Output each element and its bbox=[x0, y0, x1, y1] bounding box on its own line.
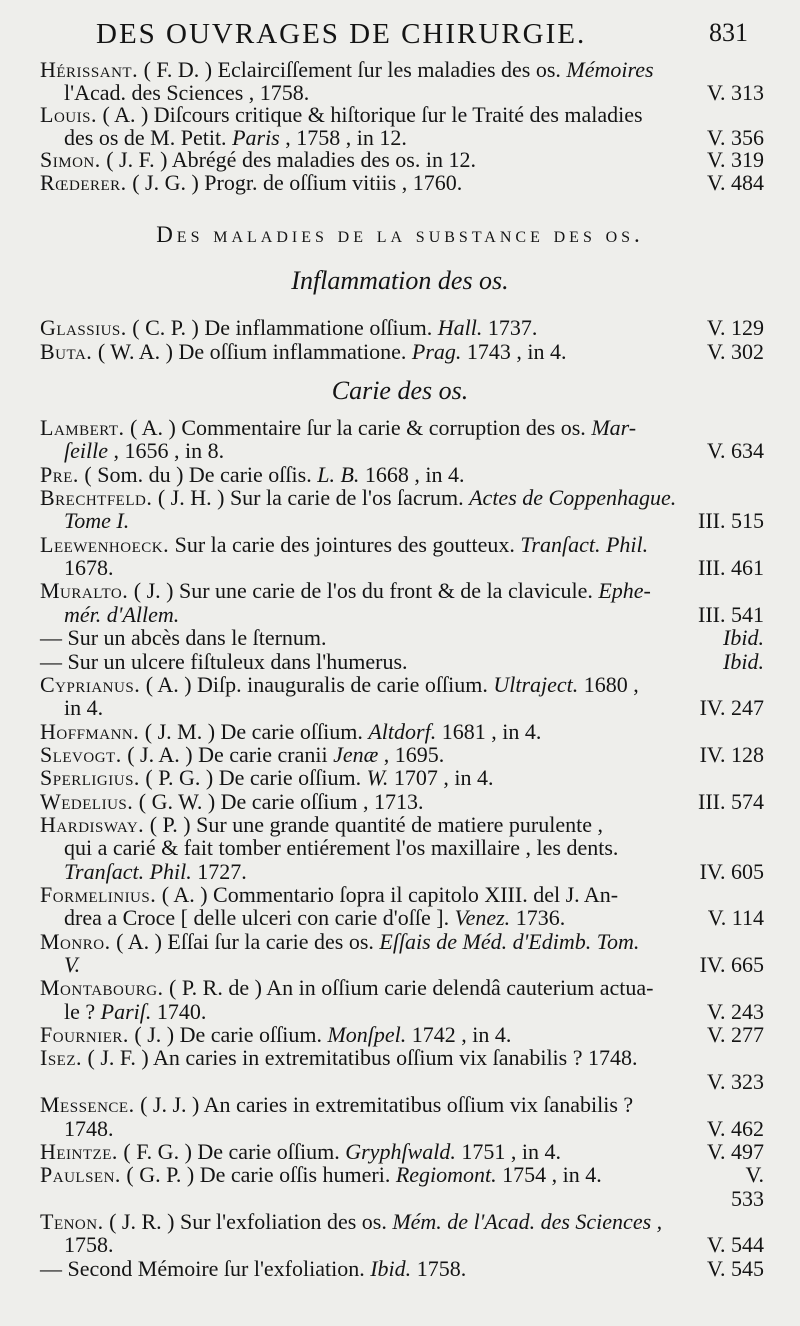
entry-line bbox=[40, 1257, 764, 1281]
author-name: Formelinius. bbox=[40, 882, 157, 907]
italic-title: L. B. bbox=[317, 461, 360, 487]
entry-line bbox=[40, 976, 764, 1000]
running-title: DES OUVRAGES DE CHIRURGIE. bbox=[96, 18, 587, 50]
entry-text: le ? bbox=[64, 998, 101, 1024]
entry-text: ( J. H. ) Sur la carie de l'os ſacrum. bbox=[152, 485, 470, 511]
italic-title: Venez. bbox=[454, 905, 511, 931]
entry-line bbox=[40, 579, 764, 603]
italic-title: mér. d'Allem. bbox=[64, 601, 180, 627]
entry-line bbox=[40, 1023, 764, 1047]
italic-title: Prag. bbox=[411, 339, 462, 364]
italic-title: ſeille bbox=[64, 438, 108, 464]
italic-title: Actes de Coppenhague. bbox=[469, 485, 677, 511]
volume-reference: V. 319 bbox=[706, 147, 764, 173]
entry-text-rest: 1740. bbox=[151, 998, 207, 1024]
entry-line bbox=[64, 509, 764, 533]
entry-text: ( J. F. ) Abrégé des maladies des os. in 12. bbox=[100, 147, 476, 173]
entry-line bbox=[40, 813, 764, 837]
italic-title: Jenæ bbox=[333, 741, 379, 767]
entry-text: — Sur un abcès dans le ſternum. bbox=[40, 625, 327, 651]
entry-text: ( J. ) De carie oſſium. bbox=[128, 1022, 328, 1048]
entry-text: 1748. bbox=[64, 1115, 114, 1141]
entry-line bbox=[40, 58, 764, 82]
entry-line bbox=[40, 148, 764, 172]
author-name: Hérissant. bbox=[40, 57, 139, 82]
entry-text: l'Acad. des Sciences bbox=[64, 79, 244, 105]
entry-line bbox=[64, 1117, 764, 1141]
entry-text: ( A. ) Commentario ſopra il capitolo XIII. del J. An- bbox=[156, 882, 619, 907]
entry-line bbox=[40, 1093, 764, 1117]
entry-line bbox=[40, 463, 764, 487]
author-name: Simon. bbox=[40, 147, 101, 173]
italic-title: Ephe- bbox=[598, 578, 651, 604]
volume-reference: III. 515 bbox=[698, 508, 764, 534]
entry-line bbox=[64, 1233, 764, 1257]
entry-line bbox=[40, 486, 764, 510]
entry-line bbox=[64, 696, 764, 720]
entry-text-rest: 1737. bbox=[482, 315, 538, 340]
entry-text-rest: , 1656 , in 8. bbox=[107, 438, 225, 464]
entry-line bbox=[64, 906, 764, 930]
volume-reference: V. 114 bbox=[707, 905, 764, 931]
italic-title: Hall. bbox=[437, 315, 483, 340]
entry-text-rest: 1681 , in 4. bbox=[436, 718, 542, 744]
entry-text: ( J. A. ) De carie cranii bbox=[121, 741, 334, 767]
author-name: Isez. bbox=[40, 1045, 82, 1071]
volume-reference: V. 497 bbox=[706, 1138, 764, 1164]
subheading-inflammation: Inflammation des os. bbox=[291, 266, 509, 295]
entry-text-rest: 1680 , bbox=[578, 671, 639, 697]
entry-text: ( J. J. ) An caries in extremitatibus oſſium vix ſanabilis ? bbox=[134, 1092, 634, 1118]
italic-title: Regiomont. bbox=[395, 1162, 497, 1188]
author-name: Heintze. bbox=[40, 1138, 118, 1164]
entry-line bbox=[64, 953, 764, 977]
entry-text: ( G. P. ) De carie oſſis humeri. bbox=[120, 1162, 396, 1188]
volume-reference: V. 544 bbox=[706, 1232, 764, 1258]
ibid-reference: Ibid. bbox=[723, 625, 764, 651]
volume-reference: III. 461 bbox=[698, 555, 764, 581]
volume-reference: V. 129 bbox=[706, 315, 764, 340]
entry-text-rest: 1743 , in 4. bbox=[461, 339, 567, 364]
entry-line bbox=[40, 1046, 764, 1070]
volume-reference: V. 462 bbox=[706, 1115, 764, 1141]
entry-line bbox=[40, 790, 764, 814]
entry-text-rest: 1742 , in 4. bbox=[406, 1022, 512, 1048]
volume-reference: V. 545 bbox=[706, 1255, 764, 1281]
author-name: Muralto. bbox=[40, 578, 129, 604]
entry-line bbox=[40, 1210, 764, 1234]
author-name: Hardisway. bbox=[40, 811, 145, 837]
italic-title: Ultraject. bbox=[493, 671, 579, 697]
volume-reference: III. 574 bbox=[698, 788, 764, 814]
page-number: 831 bbox=[709, 18, 748, 47]
italic-title: Ibid. bbox=[370, 1255, 412, 1281]
entry-text: ( C. P. ) De inflammatione oſſium. bbox=[126, 315, 438, 340]
entry-text: ( J. M. ) De carie oſſium. bbox=[139, 718, 369, 744]
author-name: Brechtfeld. bbox=[40, 485, 153, 511]
italic-title: Pariſ. bbox=[100, 998, 152, 1024]
volume-reference: V. 313 bbox=[706, 79, 764, 105]
entry-text: — Sur un ulcere fiſtuleux dans l'humerus. bbox=[40, 648, 408, 674]
subheading-carie: Carie des os. bbox=[331, 376, 469, 405]
entry-text: Sur la carie des jointures des goutteux. bbox=[169, 531, 521, 557]
entry-text: ( G. W. ) De carie oſſium , 1713. bbox=[133, 788, 424, 814]
author-name: Sperligius. bbox=[40, 765, 140, 791]
entry-text-rest: 1758. bbox=[411, 1255, 467, 1281]
volume-reference: IV. 665 bbox=[699, 952, 764, 978]
entry-text: ( Som. du ) De carie oſſis. bbox=[78, 461, 318, 487]
entry-text: — Second Mémoire ſur l'exfoliation. bbox=[40, 1255, 371, 1281]
author-name: Slevogt. bbox=[40, 741, 122, 767]
italic-title: Mém. de l'Acad. des Sciences , bbox=[392, 1208, 663, 1234]
entry-text: 1758. bbox=[64, 1232, 114, 1258]
entry-line bbox=[40, 103, 764, 127]
entry-text-rest: 1754 , in 4. bbox=[496, 1162, 602, 1188]
author-name: Hoffmann. bbox=[40, 718, 140, 744]
author-name: Louis. bbox=[40, 102, 97, 128]
italic-title: V. bbox=[64, 952, 81, 978]
entry-text-rest: , 1758. bbox=[243, 79, 310, 105]
entry-text-rest: 1727. bbox=[191, 858, 247, 884]
entry-line bbox=[64, 126, 764, 150]
entry-line bbox=[64, 556, 764, 580]
author-name: Buta. bbox=[40, 339, 93, 364]
italic-title: W. bbox=[366, 765, 389, 791]
volume-reference: V. 356 bbox=[706, 124, 764, 150]
entry-line bbox=[40, 720, 764, 744]
entry-line bbox=[64, 439, 764, 463]
entry-line bbox=[64, 603, 764, 627]
ibid-reference: Ibid. bbox=[723, 648, 764, 674]
volume-reference: V. 277 bbox=[706, 1022, 764, 1048]
entry-line bbox=[40, 673, 764, 697]
entry-line bbox=[64, 860, 764, 884]
volume-reference: V. 634 bbox=[706, 438, 764, 464]
volume-reference: V. 243 bbox=[706, 998, 764, 1024]
author-name: Fournier. bbox=[40, 1022, 129, 1048]
entry-text: 1678. bbox=[64, 555, 114, 581]
entry-text: ( J. F. ) An caries in extremitatibus oſſium vix ſanabilis ? 1748. bbox=[82, 1045, 638, 1071]
entry-line bbox=[40, 1163, 764, 1187]
entry-text: ( A. ) Diſcours critique & hiſtorique ſur le Traité des maladies bbox=[96, 102, 643, 128]
section-heading: Des maladies de la substance des os. bbox=[156, 222, 644, 247]
entry-text: drea a Croce [ delle ulceri con carie d'oſſe ]. bbox=[64, 905, 455, 931]
volume-reference: IV. 128 bbox=[699, 741, 764, 767]
entry-text: des os de M. Petit. bbox=[64, 124, 233, 150]
volume-reference: V. bbox=[745, 1162, 764, 1188]
volume-reference: IV. 605 bbox=[699, 858, 764, 884]
entry-text: ( A. ) Diſp. inauguralis de carie oſſium. bbox=[140, 671, 494, 697]
volume-reference: IV. 247 bbox=[699, 695, 764, 721]
author-name: Pre. bbox=[40, 461, 79, 487]
entry-text-rest: , 1695. bbox=[378, 741, 445, 767]
entry-line bbox=[40, 883, 764, 907]
italic-title: Mar- bbox=[591, 415, 637, 440]
italic-title: Altdorf. bbox=[368, 718, 437, 744]
author-name: Glassius. bbox=[40, 315, 127, 340]
entry-line bbox=[40, 766, 764, 790]
entry-text: ( J. ) Sur une carie de l'os du front & de la clavicule. bbox=[128, 578, 599, 604]
italic-title: Tranſact. Phil. bbox=[520, 531, 649, 557]
author-name: Tenon. bbox=[40, 1208, 104, 1234]
entry-line bbox=[40, 930, 764, 954]
entry-text-rest: 1707 , in 4. bbox=[388, 765, 494, 791]
italic-title: Mémoires bbox=[566, 57, 654, 82]
entry-text: ( P. ) Sur une grande quantité de matiere purulente , bbox=[144, 811, 603, 837]
entry-line bbox=[40, 340, 764, 364]
entry-text: ( A. ) Eſſai ſur la carie des os. bbox=[110, 928, 380, 954]
volume-reference: III. 541 bbox=[698, 601, 764, 627]
volume-reference: V. 484 bbox=[706, 170, 764, 195]
italic-title: Eſſais de Méd. d'Edimb. Tom. bbox=[379, 928, 640, 954]
entry-line bbox=[40, 533, 764, 557]
entry-text: ( J. G. ) Progr. de oſſium vitiis , 1760. bbox=[126, 170, 463, 195]
volume-reference: 533 bbox=[731, 1185, 764, 1211]
entry-text: ( F. D. ) Eclairciſſement ſur les maladies des os. bbox=[138, 57, 567, 82]
entry-line bbox=[64, 836, 764, 860]
entry-line bbox=[40, 626, 764, 650]
author-name: Lambert. bbox=[40, 415, 125, 440]
italic-title: Tranſact. Phil. bbox=[64, 858, 192, 884]
author-name: Leewenhoeck. bbox=[40, 531, 170, 557]
entry-line bbox=[64, 1000, 764, 1024]
volume-reference: V. 323 bbox=[706, 1068, 764, 1094]
entry-text: ( P. G. ) De carie oſſium. bbox=[139, 765, 367, 791]
entry-text: in 4. bbox=[64, 695, 104, 721]
entry-line bbox=[40, 650, 764, 674]
entry-text: ( A. ) Commentaire ſur la carie & corruption des os. bbox=[124, 415, 592, 440]
author-name: Paulsen. bbox=[40, 1162, 121, 1188]
author-name: Montabourg. bbox=[40, 975, 164, 1001]
entry-line bbox=[40, 316, 764, 340]
entry-text: qui a carié & fait tomber entiérement l'os maxillaire , les dents. bbox=[64, 835, 619, 861]
entry-line bbox=[40, 743, 764, 767]
entry-text: ( F. G. ) De carie oſſium. bbox=[117, 1138, 346, 1164]
entry-text: ( J. R. ) Sur l'exfoliation des os. bbox=[103, 1208, 393, 1234]
author-name: Wedelius. bbox=[40, 788, 134, 814]
entry-text: ( W. A. ) De oſſium inflammatione. bbox=[92, 339, 412, 364]
italic-title: Paris bbox=[232, 124, 280, 150]
italic-title: Gryphſwald. bbox=[345, 1138, 456, 1164]
author-name: Monro. bbox=[40, 928, 111, 954]
entry-line bbox=[40, 171, 764, 195]
entry-line bbox=[40, 416, 764, 440]
entry-line bbox=[40, 1140, 764, 1164]
entry-text: ( P. R. de ) An in oſſium carie delendâ cauterium actua- bbox=[163, 975, 654, 1001]
entry-text-rest: 1736. bbox=[510, 905, 566, 931]
entry-text-rest: , 1758 , in 12. bbox=[279, 124, 407, 150]
entry-line bbox=[64, 81, 764, 105]
entry-text-rest: 1668 , in 4. bbox=[359, 461, 465, 487]
italic-title: Monſpel. bbox=[327, 1022, 407, 1048]
author-name: Rœderer. bbox=[40, 170, 127, 195]
entry-text-rest: 1751 , in 4. bbox=[455, 1138, 561, 1164]
italic-title: Tome I. bbox=[64, 508, 130, 534]
volume-reference: V. 302 bbox=[706, 339, 764, 364]
author-name: Cyprianus. bbox=[40, 671, 141, 697]
author-name: Messence. bbox=[40, 1092, 135, 1118]
